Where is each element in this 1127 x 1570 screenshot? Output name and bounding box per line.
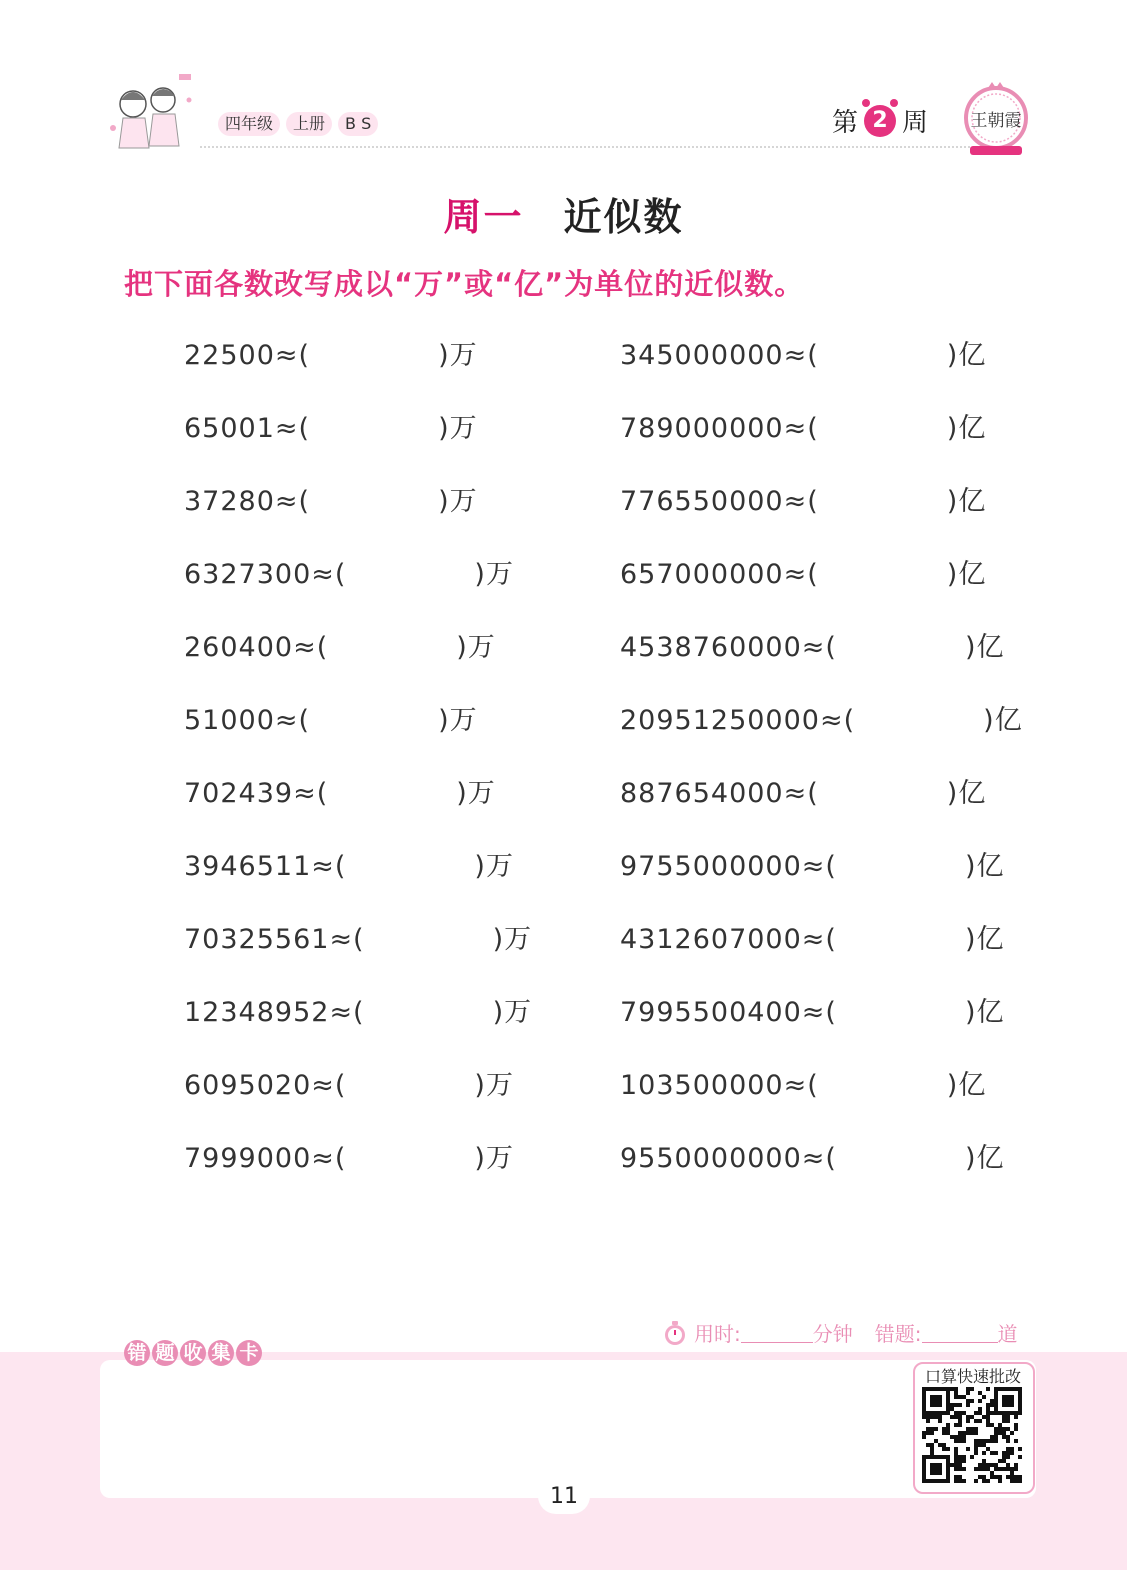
exercise-row	[184, 990, 532, 1063]
exercise-unit: 万	[449, 705, 478, 736]
exercise-number: 70325561	[184, 924, 330, 955]
exercise-unit: 亿	[958, 413, 987, 444]
exercise-number: 789000000	[620, 413, 784, 444]
qr-caption: 口算快速批改	[925, 1367, 1022, 1386]
exercise-unit: 亿	[976, 851, 1005, 882]
exercise-number: 7995500400	[620, 997, 802, 1028]
svg-text:王朝霞: 王朝霞	[970, 111, 1022, 131]
close-paren: )	[492, 924, 505, 955]
exercise-unit: 万	[485, 1070, 514, 1101]
approx-sign: ≈(	[783, 1070, 819, 1101]
exercise-unit: 万	[449, 413, 478, 444]
exercise-row	[620, 406, 1023, 479]
exercise-number: 657000000	[620, 559, 784, 590]
qr-code-icon[interactable]	[922, 1387, 1022, 1483]
errors-label: 错题:	[874, 1322, 922, 1346]
exercise-number: 12348952	[184, 997, 330, 1028]
week-indicator	[832, 102, 928, 139]
exercise-unit: 万	[449, 340, 478, 371]
exercise-row	[620, 917, 1023, 990]
exercise-number: 6327300	[184, 559, 312, 590]
close-paren: )	[983, 705, 995, 736]
approx-sign: ≈(	[801, 851, 837, 882]
card-label-char: 错	[124, 1340, 150, 1366]
close-paren: )	[946, 413, 959, 444]
week-prefix: 第	[832, 108, 859, 138]
close-paren: )	[438, 705, 450, 736]
approx-sign: ≈(	[819, 705, 856, 736]
exercise-row	[184, 479, 532, 552]
close-paren: )	[946, 778, 959, 809]
time-label: 用时:	[694, 1322, 741, 1346]
exercise-number: 65001	[184, 413, 275, 444]
approx-sign: ≈(	[801, 997, 837, 1028]
close-paren: )	[964, 632, 977, 663]
exercise-number: 22500	[184, 340, 275, 371]
exercise-row	[184, 625, 532, 698]
time-blank[interactable]	[741, 1322, 813, 1343]
close-paren: )	[964, 851, 977, 882]
exercise-number: 260400	[184, 632, 294, 663]
approx-sign: ≈(	[783, 486, 819, 517]
grade-tags	[218, 112, 378, 136]
card-label-char: 题	[152, 1340, 178, 1366]
approx-sign: ≈(	[293, 778, 329, 809]
exercise-number: 103500000	[620, 1070, 784, 1101]
close-paren: )	[946, 559, 959, 590]
edition-tag: B S	[338, 112, 378, 136]
close-paren: )	[492, 997, 505, 1028]
exercise-unit: 亿	[958, 1070, 987, 1101]
brand-logo	[960, 80, 1032, 160]
exercise-number: 3946511	[184, 851, 312, 882]
exercise-unit: 亿	[976, 1143, 1005, 1174]
exercise-row	[620, 1063, 1023, 1136]
close-paren: )	[964, 997, 977, 1028]
exercise-row	[184, 771, 532, 844]
instruction-text: 把下面各数改写成以“万”或“亿”为单位的近似数。	[124, 267, 805, 301]
exercise-unit: 亿	[958, 778, 987, 809]
minutes-label: 分钟	[812, 1322, 853, 1346]
approx-sign: ≈(	[801, 1143, 837, 1174]
errors-unit: 道	[997, 1322, 1018, 1346]
approx-sign: ≈(	[329, 997, 365, 1028]
exercise-number: 9550000000	[620, 1143, 802, 1174]
volume-tag: 上册	[286, 112, 332, 136]
exercise-number: 4538760000	[620, 632, 802, 663]
title-day: 周一	[443, 195, 524, 239]
close-paren: )	[474, 559, 486, 590]
exercise-unit: 万	[485, 851, 514, 882]
approx-sign: ≈(	[783, 413, 819, 444]
exercise-row	[620, 698, 1023, 771]
stopwatch-icon	[662, 1320, 688, 1346]
close-paren: )	[964, 1143, 977, 1174]
approx-sign: ≈(	[274, 413, 311, 444]
approx-sign: ≈(	[311, 1143, 347, 1174]
card-label-char: 卡	[236, 1340, 262, 1366]
exercise-unit: 亿	[958, 486, 987, 517]
exercise-row	[184, 333, 532, 406]
exercise-unit: 万	[467, 778, 496, 809]
exercise-unit: 万	[449, 486, 478, 517]
exercise-unit: 亿	[958, 340, 987, 371]
approx-sign: ≈(	[783, 559, 819, 590]
exercise-number: 4312607000	[620, 924, 802, 955]
exercise-number: 37280	[184, 486, 275, 517]
right-exercise-list	[620, 333, 1023, 1209]
close-paren: )	[964, 924, 977, 955]
exercise-row	[620, 479, 1023, 552]
approx-sign: ≈(	[274, 340, 311, 371]
exercise-unit: 亿	[994, 705, 1023, 736]
exercise-row	[184, 1136, 532, 1209]
approx-sign: ≈(	[329, 924, 365, 955]
exercise-row	[184, 1063, 532, 1136]
exercise-number: 6095020	[184, 1070, 312, 1101]
approx-sign: ≈(	[293, 632, 329, 663]
close-paren: )	[438, 340, 450, 371]
exercise-unit: 万	[504, 997, 533, 1028]
exercise-unit: 亿	[958, 559, 987, 590]
header-divider	[200, 146, 970, 148]
approx-sign: ≈(	[801, 632, 837, 663]
card-label-char: 集	[208, 1340, 234, 1366]
left-exercise-list	[184, 333, 532, 1209]
exercise-row	[620, 990, 1023, 1063]
exercise-row	[184, 844, 532, 917]
exercise-row	[620, 1136, 1023, 1209]
exercise-row	[620, 333, 1023, 406]
approx-sign: ≈(	[274, 486, 311, 517]
approx-sign: ≈(	[311, 1070, 347, 1101]
exercise-number: 9755000000	[620, 851, 802, 882]
week-suffix: 周	[902, 108, 929, 138]
exercise-row	[184, 917, 532, 990]
close-paren: )	[946, 340, 959, 371]
exercise-number: 776550000	[620, 486, 784, 517]
exercise-unit: 万	[485, 559, 514, 590]
page-title	[0, 186, 1127, 241]
approx-sign: ≈(	[311, 559, 347, 590]
card-label-char: 收	[180, 1340, 206, 1366]
exercise-number: 887654000	[620, 778, 784, 809]
title-topic: 近似数	[563, 195, 684, 239]
exercise-number: 702439	[184, 778, 294, 809]
close-paren: )	[474, 1070, 486, 1101]
approx-sign: ≈(	[311, 851, 347, 882]
week-number-badge: 2	[864, 105, 896, 137]
exercise-row	[620, 771, 1023, 844]
exercise-unit: 亿	[976, 997, 1005, 1028]
close-paren: )	[474, 851, 486, 882]
approx-sign: ≈(	[801, 924, 837, 955]
exercise-number: 7999000	[184, 1143, 312, 1174]
close-paren: )	[474, 1143, 486, 1174]
exercise-row	[184, 552, 532, 625]
exercise-number: 345000000	[620, 340, 784, 371]
error-card-label	[124, 1340, 262, 1366]
close-paren: )	[438, 413, 450, 444]
close-paren: )	[456, 632, 468, 663]
exercise-unit: 万	[467, 632, 496, 663]
errors-blank[interactable]	[922, 1322, 998, 1343]
page-number: 11	[538, 1478, 590, 1514]
exercise-number: 20951250000	[620, 705, 820, 736]
exercise-unit: 万	[504, 924, 533, 955]
close-paren: )	[946, 486, 959, 517]
close-paren: )	[456, 778, 468, 809]
close-paren: )	[946, 1070, 959, 1101]
timer-line	[662, 1318, 1018, 1347]
kids-illustration	[105, 70, 205, 156]
exercise-unit: 万	[485, 1143, 514, 1174]
exercise-unit: 亿	[976, 924, 1005, 955]
exercise-number: 51000	[184, 705, 275, 736]
grade-tag: 四年级	[218, 112, 280, 136]
close-paren: )	[438, 486, 450, 517]
approx-sign: ≈(	[783, 340, 819, 371]
exercise-row	[184, 698, 532, 771]
exercise-unit: 亿	[976, 632, 1005, 663]
exercise-row	[620, 552, 1023, 625]
exercise-row	[184, 406, 532, 479]
approx-sign: ≈(	[783, 778, 819, 809]
exercise-row	[620, 625, 1023, 698]
approx-sign: ≈(	[274, 705, 311, 736]
exercise-row	[620, 844, 1023, 917]
